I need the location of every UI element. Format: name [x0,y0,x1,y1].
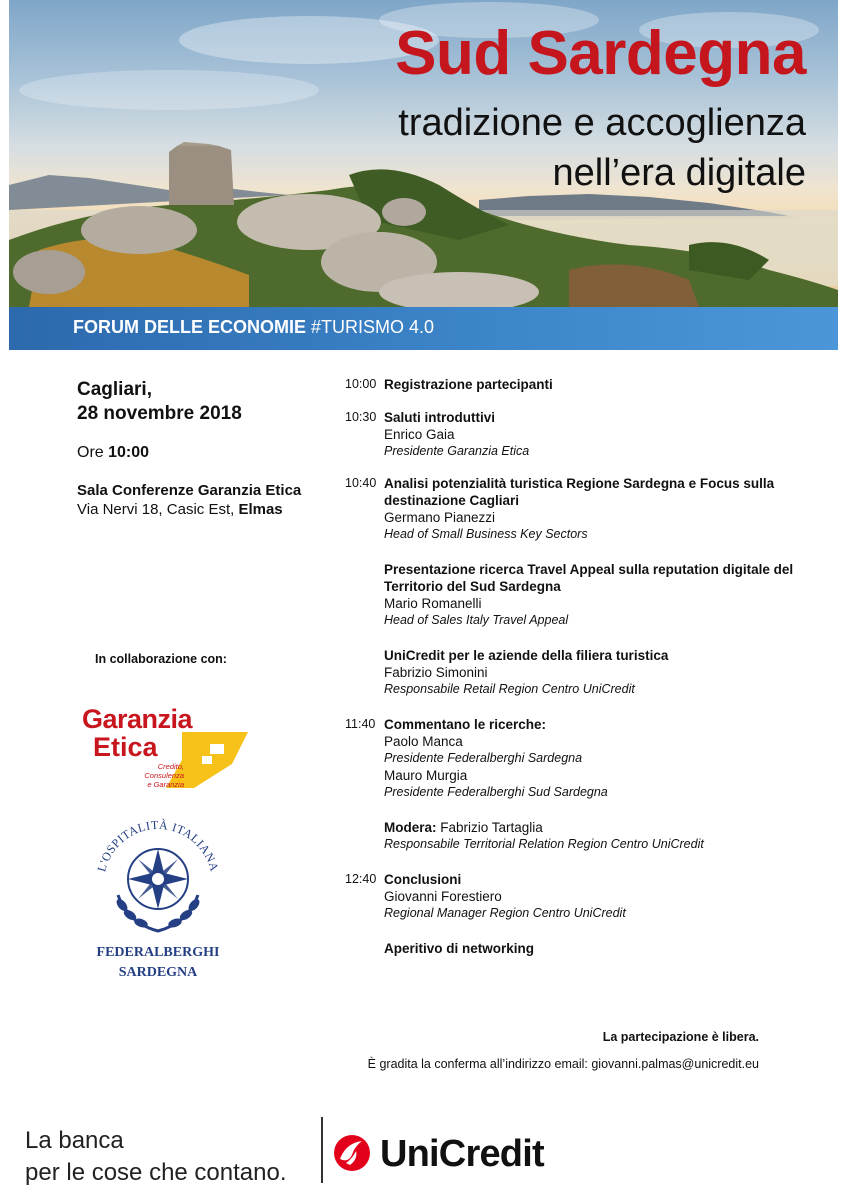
speaker-name: Germano Pianezzi [384,510,496,525]
event-address [77,501,337,518]
agenda-title: Conclusioni [384,872,462,887]
speaker-name: Fabrizio Tartaglia [436,820,543,835]
federalberghi-name-line1: FEDERALBERGHI [96,945,220,960]
event-address-street: Via Nervi 18, Casic Est, [77,501,239,518]
unicredit-wordmark: UniCredit [380,1133,544,1175]
garanzia-etica-tagline-1: Credito, Consulenza [144,762,184,780]
agenda-title: UniCredit per le aziende della filiera turistica [384,648,669,663]
speaker-role: Head of Small Business Key Sectors [384,527,588,541]
speaker-name: Mario Romanelli [384,596,482,611]
event-time-label: Ore [77,444,109,461]
agenda-time: 12:40 [345,872,377,886]
agenda-item [340,819,820,853]
agenda-item [340,716,820,801]
agenda-item [340,376,820,393]
collaboration-label: In collaborazione con: [95,652,227,666]
event-time [77,444,337,462]
speaker-role: Head of Sales Italy Travel Appeal [384,613,569,627]
speaker-role: Responsabile Retail Region Centro UniCredit [384,682,635,696]
federalberghi-name-line2: SARDEGNA [118,965,198,980]
footer-divider [321,1117,323,1183]
garanzia-etica-name-line1: Garanzia [82,704,193,734]
hero-banner [9,0,838,307]
agenda-title: Saluti introduttivi [384,410,495,425]
hero-subtitle [286,98,806,198]
bank-tagline-line2: per le cose che contano. [25,1159,287,1186]
event-address-city: Elmas [238,501,283,518]
participation-note: La partecipazione è libera. [602,1030,759,1044]
speaker-role: Presidente Federalberghi Sud Sardegna [384,785,608,799]
agenda-title: Registrazione partecipanti [384,377,553,392]
unicredit-logo-icon [332,1133,372,1173]
agenda-item [340,940,820,957]
event-date: 28 novembre 2018 [77,403,242,424]
garanzia-etica-logo [82,704,252,794]
speaker-name: Enrico Gaia [384,427,455,442]
agenda-time: 10:30 [345,410,377,424]
forum-label-rest: #TURISMO 4.0 [306,317,435,337]
agenda-title: Commentano le ricerche: [384,717,547,732]
garanzia-etica-tagline-2: e Garanzia [147,780,184,789]
federalberghi-name [88,943,228,983]
forum-label [73,317,434,338]
hero-subtitle-line1: tradizione e accoglienza [398,102,806,144]
speaker-role: Regional Manager Region Centro UniCredit [384,906,626,920]
garanzia-etica-tagline [120,762,184,789]
event-venue: Sala Conferenze Garanzia Etica [77,482,302,499]
agenda-item [340,871,820,922]
agenda-time: 10:40 [345,476,377,490]
agenda-time: 10:00 [345,377,377,391]
speaker-role: Responsabile Territorial Relation Region Centro UniCredit [384,837,704,851]
agenda-item [340,475,820,543]
rsvp-note: È gradita la conferma all’indirizzo email: giovanni.palmas@unicredit.eu [367,1057,759,1071]
hero-subtitle-line2: nell’era digitale [552,152,806,194]
bank-tagline-line1: La banca [25,1127,124,1154]
garanzia-etica-name-line2: Etica [93,732,158,762]
event-details [77,378,337,518]
speaker-name: Mauro Murgia [384,768,468,783]
speaker-name: Giovanni Forestiero [384,889,502,904]
agenda [340,376,820,957]
agenda-title: Presentazione ricerca Travel Appeal sulla reputation digitale del Territorio del Sud Sardegna [384,562,794,594]
federalberghi-emblem-icon [88,805,228,945]
hero-title: Sud Sardegna [395,19,806,88]
agenda-item [340,409,820,460]
agenda-item [340,561,820,629]
federalberghi-arc-text: L'OSPITALITÀ ITALIANA [94,817,222,874]
agenda-title: Aperitivo di networking [384,941,535,956]
forum-label-bold: FORUM DELLE ECONOMIE [73,317,306,337]
agenda-title: Analisi potenzialità turistica Regione Sardegna e Focus sulla destinazione Cagliari [384,476,775,508]
agenda-title: Modera: [384,820,437,835]
speaker-name: Paolo Manca [384,734,463,749]
agenda-time: 11:40 [345,717,376,731]
forum-banner [9,307,838,350]
agenda-item [340,647,820,698]
event-city: Cagliari, [77,379,152,400]
speaker-name: Fabrizio Simonini [384,665,488,680]
speaker-role: Presidente Federalberghi Sardegna [384,751,583,765]
bank-tagline [25,1125,287,1189]
moderator-line [384,819,820,836]
event-time-value: 10:00 [108,444,150,461]
speaker-role: Presidente Garanzia Etica [384,444,530,458]
federalberghi-logo [88,805,228,985]
